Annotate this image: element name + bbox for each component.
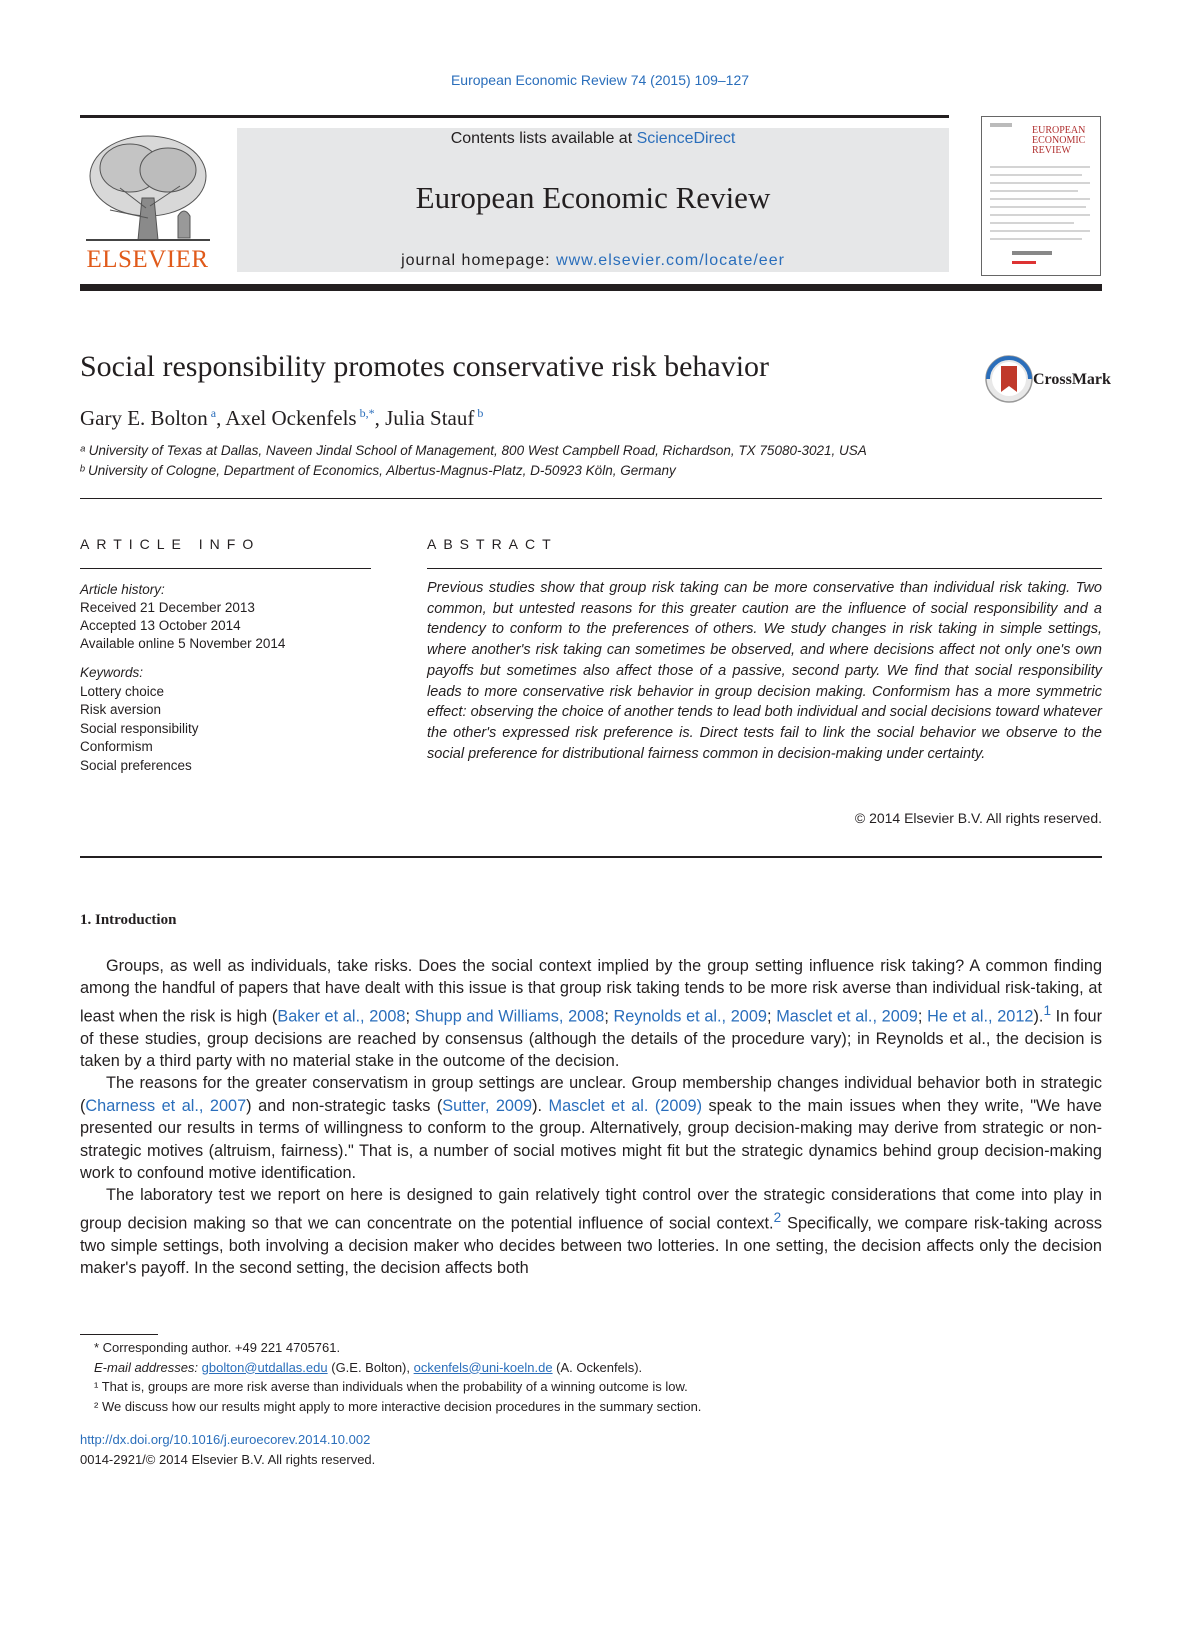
- citation-link[interactable]: Sutter, 2009: [442, 1096, 533, 1115]
- citation-link[interactable]: Reynolds et al., 2009: [613, 1007, 767, 1026]
- article-info-heading: ARTICLE INFO: [80, 536, 261, 552]
- footnote-marker[interactable]: 1: [1043, 1002, 1051, 1018]
- sciencedirect-link[interactable]: ScienceDirect: [636, 130, 736, 147]
- footnote-2: ² We discuss how our results might apply to more interactive decision procedures in the summary section.: [94, 1398, 702, 1414]
- paragraph: Groups, as well as individuals, take risks. Does the social context implied by the group setting influence risk taking? A common finding among the handful of papers that have dealt with this issue is that group risk taking tends to be more risk averse than individual risk-taking, at least when the risk is high (Baker et al., 2008; Shupp and Williams, 2008; Reynolds et al., 2009; Masclet et al., 2009; He et al., 2012).$^1$ In four of these studies, group decisions are reached by consensus (although the details of the procedure vary); in Reynolds et al., the decision is taken by a third party with no material stake in the outcome of the decision.: [80, 957, 1103, 1071]
- citation-link[interactable]: Masclet et al. (2009): [548, 1096, 702, 1115]
- keyword: Conformism: [80, 739, 153, 754]
- citation-link[interactable]: Shupp and Williams, 2008: [414, 1007, 605, 1026]
- abstract-heading: ABSTRACT: [427, 536, 558, 552]
- article-history-label: Article history:: [80, 582, 165, 597]
- author-affiliation-mark[interactable]: a: [210, 406, 217, 420]
- affiliation-a: ᵃ University of Texas at Dallas, Naveen Jindal School of Management, 800 West Campbell Road, Richardson, TX 75080-3021, USA: [80, 443, 867, 458]
- citation-link[interactable]: Charness et al., 2007: [85, 1096, 247, 1115]
- header-thick-rule: [80, 284, 1102, 291]
- author-name[interactable]: Gary E. Bolton: [80, 406, 208, 430]
- author-affiliation-mark[interactable]: b,*: [359, 406, 375, 420]
- journal-title: European Economic Review: [415, 180, 771, 215]
- cover-title-line: REVIEW: [1032, 145, 1071, 156]
- contents-prefix: Contents lists available at: [450, 130, 637, 147]
- front-matter-rule: [80, 856, 1102, 858]
- article-info-rule: [80, 568, 371, 569]
- contents-line: [237, 130, 949, 148]
- keyword: Social responsibility: [80, 721, 199, 736]
- cover-title-line: ECONOMIC: [1032, 135, 1086, 146]
- keyword: Risk aversion: [80, 702, 162, 717]
- footnote-marker[interactable]: 2: [773, 1209, 782, 1225]
- email-link[interactable]: gbolton@utdallas.edu: [201, 1359, 328, 1375]
- history-online: Available online 5 November 2014: [80, 636, 286, 651]
- issn-copyright: 0014-2921/© 2014 Elsevier B.V. All rights reserved.: [80, 1452, 376, 1467]
- abstract-copyright: © 2014 Elsevier B.V. All rights reserved.: [854, 810, 1102, 826]
- history-received: Received 21 December 2013: [80, 600, 255, 615]
- citation-link[interactable]: Baker et al., 2008: [277, 1007, 406, 1026]
- journal-cover-thumbnail: [981, 116, 1101, 276]
- email-link[interactable]: ockenfels@uni-koeln.de: [413, 1359, 553, 1375]
- section-rule: [80, 498, 1102, 499]
- author-affiliation-mark[interactable]: b: [477, 406, 484, 420]
- journal-reference-link[interactable]: European Economic Review 74 (2015) 109–127: [450, 72, 750, 88]
- journal-homepage: [237, 252, 949, 270]
- affiliation-b: ᵇ University of Cologne, Department of Economics, Albertus-Magnus-Platz, D-50923 Köln, Germany: [80, 463, 676, 478]
- paragraph: The laboratory test we report on here is designed to gain relatively tight control over the strategic considerations that come into play in group decision making so that we can concentrate on the potential influence of social context.$^2$ Specifically, we compare risk-taking across two simple settings, both involving a decision maker who decides between two lotteries. In one setting, the decision affects only the decision maker's payoff. In the second setting, the decision affects both: [80, 1186, 1103, 1278]
- keyword: Social preferences: [80, 758, 192, 773]
- cover-title-line: EUROPEAN: [1032, 125, 1086, 136]
- homepage-link[interactable]: www.elsevier.com/locate/eer: [556, 252, 785, 269]
- footnotes: [80, 1338, 1102, 1416]
- footnote-1: ¹ That is, groups are more risk averse than individuals when the probability of a winning outcome is low.: [94, 1379, 688, 1394]
- header-rule: [80, 115, 949, 118]
- author-name[interactable]: Julia Stauf: [385, 406, 475, 430]
- introduction-body: [80, 955, 1102, 1280]
- history-accepted: Accepted 13 October 2014: [80, 618, 241, 633]
- article-title: Social responsibility promotes conservative risk behavior: [80, 350, 770, 383]
- crossmark-icon[interactable]: [984, 354, 1034, 404]
- abstract-text: Previous studies show that group risk taking can be more conservative than individual risk taking. Two common, but untested reasons for this greater caution are the influence of social responsibility and a tendency to conform to the preferences of others. We study changes in risk taking in simple settings, where another's risk taking can sometimes be observed, and where decisions affect not only one's own payoffs but sometimes also affect those of a passive, second party. We find that social responsibility leads to more conservative risk behavior in group decision making. Conformism has a more symmetric effect: observing the choice of another tends to lead both individual and social decisions toward whatever the other's expressed risk preference is. Direct tests fail to link the social behavior we observe to the social preference for distributional fairness common in decision-making under certainty.: [427, 580, 1102, 762]
- section-heading-introduction: 1. Introduction: [80, 912, 177, 928]
- author-name[interactable]: Axel Ockenfels: [225, 406, 357, 430]
- homepage-prefix: journal homepage:: [401, 252, 557, 269]
- keyword: Lottery choice: [80, 684, 165, 699]
- crossmark-label[interactable]: CrossMark: [1033, 371, 1111, 388]
- author-list: Gary E. Bolton $^a$, Axel Ockenfels $^{b,*}$, Julia Stauf $^b$: [80, 406, 484, 430]
- footnote-corresponding-author: * Corresponding author. +49 221 4705761.: [94, 1340, 341, 1355]
- abstract-rule: [427, 568, 1102, 569]
- citation-link[interactable]: Masclet et al., 2009: [776, 1007, 918, 1026]
- keywords-label: Keywords:: [80, 665, 144, 680]
- footnote-rule: [80, 1334, 158, 1335]
- publisher-logo-text: ELSEVIER: [86, 246, 209, 273]
- paragraph: The reasons for the greater conservatism in group settings are unclear. Group membership changes individual behavior both in strategic (Charness et al., 2007) and non-strategic tasks (Sutter, 2009). Masclet et al. (2009) speak to the main issues when they write, "We have presented our results in terms of willingness to conform to the group. Alternatively, group decision-making may derive from strategic or non-strategic motives (altruism, fairness)." That is, a number of social motives might fit but the strategic dynamics behind group decision-making work to confound motive identification.: [80, 1074, 1102, 1183]
- footnote-emails: E-mail addresses: gbolton@utdallas.edu (G.E. Bolton), ockenfels@uni-koeln.de (A. Ockenfels).: [94, 1359, 643, 1375]
- citation-link[interactable]: He et al., 2012: [927, 1007, 1034, 1026]
- doi-link[interactable]: http://dx.doi.org/10.1016/j.euroecorev.2014.10.002: [80, 1432, 371, 1447]
